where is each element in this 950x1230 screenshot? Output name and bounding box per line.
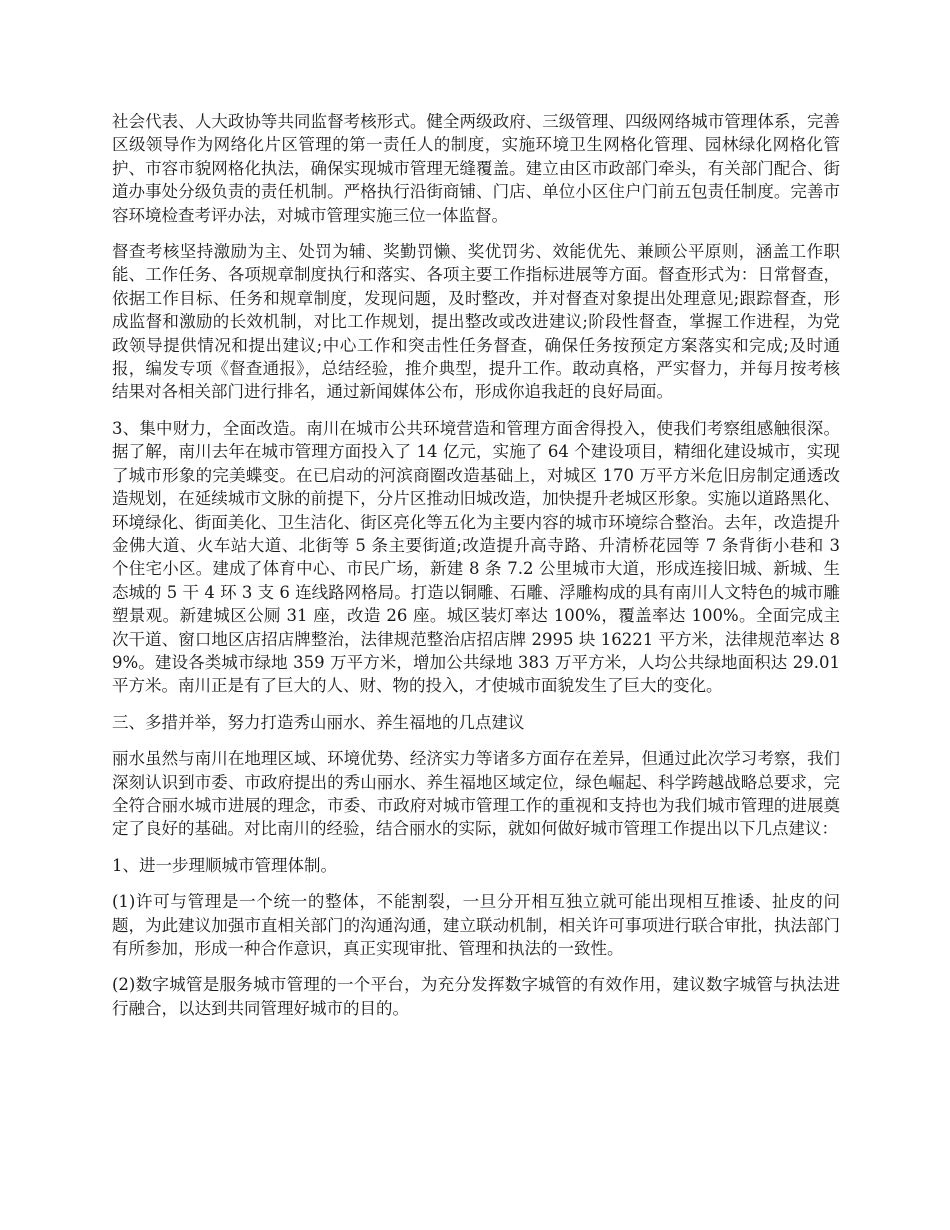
section-heading: 三、多措并举，努力打造秀山丽水、养生福地的几点建议 xyxy=(112,712,525,732)
document-body xyxy=(112,110,840,1033)
paragraph: (2)数字城管是服务城市管理的一个平台，为充分发挥数字城管的有效作用，建议数字城管与执法进行融合，以达到共同管理好城市的目的。 xyxy=(112,975,840,1018)
paragraph: 社会代表、人大政协等共同监督考核形式。健全两级政府、三级管理、四级网络城市管理体系，完善区级领导作为网络化片区管理的第一责任人的制度，实施环境卫生网格化管理、园林绿化网格化管护、市容市貌网格化执法，确保实现城市管理无缝覆盖。建立由区市政部门牵头，有关部门配合、街道办事处分级负责的责任机制。严格执行沿街商铺、门店、单位小区住户门前五包责任制度。完善市容环境检查考评办法，对城市管理实施三位一体监督。 xyxy=(112,112,840,225)
paragraph: 督查考核坚持激励为主、处罚为辅、奖勤罚懒、奖优罚劣、效能优先、兼顾公平原则，涵盖工作职能、工作任务、各项规章制度执行和落实、各项主要工作指标进展等方面。督查形式为：日常督查，依据工作目标、任务和规章制度，发现问题，及时整改，并对督查对象提出处理意见;跟踪督查，形成监督和激励的长效机制，对比工作规划，提出整改或改进建议;阶段性督查，掌握工作进程，为党政领导提供情况和提出建议;中心工作和突击性任务督查，确保任务按预定方案落实和完成;及时通报，编发专项《督查通报》，总结经验，推介典型，提升工作。敢动真格，严实督力，并每月按考核结果对各相关部门进行排名，通过新闻媒体公布，形成你追我赶的良好局面。 xyxy=(112,242,840,402)
paragraph: (1)许可与管理是一个统一的整体，不能割裂，一旦分开相互独立就可能出现相互推诿、扯皮的问题，为此建议加强市直相关部门的沟通沟通，建立联动机制，相关许可事项进行联合审批，执法部门有所参加，形成一种合作意识，真正实现审批、管理和执法的一致性。 xyxy=(112,892,840,958)
paragraph: 丽水虽然与南川在地理区域、环境优势、经济实力等诸多方面存在差异，但通过此次学习考察，我们深刻认识到市委、市政府提出的秀山丽水、养生福地区域定位，绿色崛起、科学跨越战略总要求，完全符合丽水城市进展的理念，市委、市政府对城市管理工作的重视和支持也为我们城市管理的进展奠定了良好的基础。对比南川的经验，结合丽水的实际，就如何做好城市管理工作提出以下几点建议： xyxy=(112,749,840,839)
subsection-heading: 1、进一步理顺城市管理体制。 xyxy=(112,855,337,875)
paragraph: 3、集中财力，全面改造。南川在城市公共环境营造和管理方面舍得投入，使我们考察组感触很深。据了解，南川去年在城市管理方面投入了 14 亿元，实施了 64 个建设项目，精细化建设城市，实现了城市形象的完美蝶变。在已启动的河滨商圈改造基础上，对城区 170 万平方米危旧房制定通透改造规划，在延续城市文脉的前提下，分片区推动旧城改造，加快提升老城区形象。实施以道路黑化、环境绿化、街面美化、卫生洁化、街区亮化等五化为主要内容的城市环境综合整治。去年，改造提升金佛大道、火车站大道、北街等 5 条主要街道;改造提升高寺路、升清桥花园等 7 条背街小巷和 3 个住宅小区。建成了体育中心、市民广场，新建 8 条 7.2 公里城市大道，形成连接旧城、新城、生态城的 5 干 4 环 3 支 6 连线路网格局。打造以铜雕、石雕、浮雕构成的具有南川人文特色的城市雕塑景观。新建城区公厕 31 座，改造 26 座。城区装灯率达 100%，覆盖率达 100%。全面完成主次干道、窗口地区店招店牌整治，法律规范整治店招店牌 2995 块 16221 平方米，法律规范率达 89%。建设各类城市绿地 359 万平方米，增加公共绿地 383 万平方米，人均公共绿地面积达 29.01 平方米。南川正是有了巨大的人、财、物的投入，才使城市面貌发生了巨大的变化。 xyxy=(112,418,840,696)
